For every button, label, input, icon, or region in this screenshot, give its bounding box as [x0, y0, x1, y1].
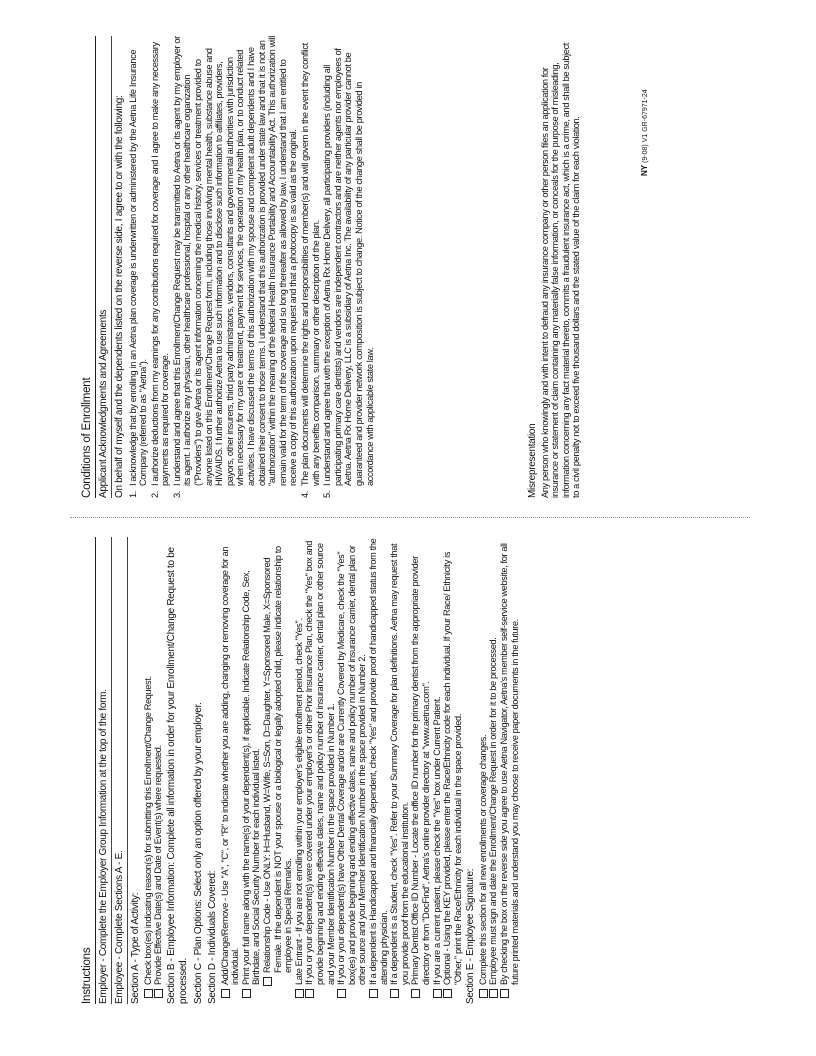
- instructions-column: [80, 537, 520, 1004]
- section-d-item: [294, 537, 305, 1004]
- condition-number: 3.: [171, 491, 182, 498]
- checkbox-icon: [337, 989, 346, 998]
- condition-text: I authorize deductions from my earnings for any contributions required for coverage and I agree to make any necessary payments as required for coverage.: [149, 42, 171, 486]
- section-d-item: [368, 537, 389, 1004]
- checkbox-icon: [263, 977, 272, 986]
- section-d-item-text: If you or your dependent(s) were covered under your employer's or other Prior Insurance Plan, check the "Yes" box and provide beginning and ending effective dates, name and policy number of insurance carrier, dental plan or other source and your Member Identification Number in the space provided in Number 1.: [304, 541, 336, 985]
- misrepresentation-header: Misrepresentation: [527, 423, 539, 498]
- column-divider: [70, 517, 750, 518]
- section-d-item: [220, 537, 241, 1004]
- section-e-item-text: Complete this section for all new enrollments or coverage changes.: [477, 734, 488, 985]
- section-e-header: Section E - Employee Signature:: [465, 868, 477, 1004]
- condition-text: I understand and agree that with the exception of Aetna Rx Home Delivery, all participating providers (including all participating primary care dentists) and vendors are independent contractors and are neither agents nor employees of Aetna. Aetna Rx Home Delivery, LLC is a subsidiary of Aetna Inc. The availability of any particular provider cannot be guaranteed and provider network composition is subject to change. Notice of the change shall be provided in accordance with applicable state law.: [322, 48, 375, 486]
- conditions-column: [80, 36, 582, 498]
- section-e-item-text: By checking the box on the reverse side you agree to use Aetna Navigator, Aetna's member self-service website, for all future printed materials and understand you may choose to receive paper documents in the future.: [499, 543, 520, 985]
- checkbox-icon: [411, 989, 420, 998]
- section-a-item: [143, 537, 154, 1004]
- section-e-item: [499, 537, 520, 1004]
- checkbox-icon: [221, 989, 230, 998]
- section-a-item-text: Check box(es) indicating reason(s) for submitting this Enrollment/Change Request.: [142, 676, 153, 985]
- section-d-item: [432, 537, 443, 1004]
- section-c-text: Section C - Plan Options: Select only an option offered by your employer.: [192, 702, 204, 1004]
- section-d-item-text: Optional - Using the KEY provided, please enter the Race/Ethnicity code for each individual. If your Race/ Ethnicity is "Other," print the Race/Ethnicity for each individual in the space provided.: [442, 551, 463, 985]
- condition-text: I acknowledge that by enrolling in an Aetna plan coverage is underwritten or administered by the Aetna Life Insurance Company (referred to as "Aetna").: [127, 49, 149, 486]
- section-a-item-text: Provide Effective Date(s) and Date of Event(s) where requested.: [153, 745, 164, 985]
- section-d-item-text: Add/Change/Remove - Use "A", "C", or "R" to indicate whether you are adding, changing or removing coverage for an individual.: [219, 546, 241, 985]
- section-b-text: Section B - Employee Information: Complete all information in order for your Enrollment/Change Request to be processed.: [165, 547, 190, 1004]
- condition-item: [300, 36, 321, 498]
- footer-state: NY: [640, 164, 649, 176]
- checkbox-icon: [305, 989, 314, 998]
- section-a-header: Section A - Type of Activity:: [130, 892, 141, 1004]
- employer-instruction-band: Employer - Complete the Employer Group Information at the top of the form.: [96, 537, 112, 1004]
- conditions-title: Conditions of Enrollment: [80, 36, 96, 498]
- section-d-item: [410, 537, 431, 1004]
- instructions-title: Instructions: [80, 537, 96, 1004]
- section-e-item: [478, 537, 489, 1004]
- section-d-item: [336, 537, 368, 1004]
- checkbox-icon: [390, 989, 399, 998]
- condition-number: 5.: [322, 491, 333, 498]
- section-d-item-text: Late Entrant - If you are not enrolling within your employer's eligible enrollment period, check "Yes".: [293, 618, 304, 985]
- section-d-item-text: If you or your dependent(s) have Other Dental Coverage and/or are Currently Covered by Medicare, check the "Yes" box(es) and provide beginning and ending effective dates, name and policy number of insurance carrier, dental plan or other source and your Member Identification Number in the space provided in Number 2.: [336, 545, 368, 985]
- section-e-item-text: Employee must sign and date the Enrollment/Change Request in order for it to be processed.: [488, 637, 499, 985]
- condition-item: [150, 36, 171, 498]
- condition-number: 4.: [300, 491, 310, 498]
- section-d-item-text: If a dependent is Handicapped and financially dependent, check "Yes" and provide proof of handicapped status from the attending physician.: [368, 538, 389, 985]
- form-footer: [640, 89, 649, 176]
- section-d-item-text: Primary Dentist Office ID Number - Locate the office ID number for the primary dentist from the appropriate provider directory or from "DocFind", Aetna's online provider directory at "www.aetna.com".: [410, 556, 431, 985]
- footer-edition: (9-08): [642, 144, 649, 163]
- checkbox-icon: [144, 989, 153, 998]
- section-d-item-text: Print your full name along with the name(s) of your dependent(s), if applicable. Indicate Relationship Code, Sex, Birthdate, and Social Security Number for each individual listed.: [240, 570, 262, 985]
- checkbox-icon: [369, 989, 378, 998]
- section-d-item: [304, 537, 336, 1004]
- section-d-item: [241, 537, 262, 1004]
- misrepresentation-text: Any person who knowingly and with intent to defraud any insurance company or other person files an application for insurance or statement of claim containing any materially false information, or conceals for the purpose of misleading, information concerning any fact material thereto, commits a fraudulent insurance act, which is a crime, and shall be subject to a civil penalty not to exceed five thousand dollars and the stated value of the claim for each violation.: [539, 42, 582, 498]
- condition-text: The plan documents will determine the rights and responsibilities of member(s) and will govern in the event they conflict with any benefits comparison, summary or other description of the plan.: [300, 43, 321, 486]
- condition-item: [172, 36, 299, 498]
- condition-text: I understand and agree that this Enrollment/Change Request may be transmitted to Aetna or its agent by my employer or its agent. I authorize any physician, other healthcare professional, hospital or any other healthcare organization ("Providers") to give Aetna or its agent information concerning the medical history, services or treatment provided to anyone listed on this Enrollment/Change Request form, including those involving mental health, substance abuse and HIV/AIDS. I further authorize Aetna to use such information and to disclose such information to affiliates, providers, payors, other insurers, third party administrators, vendors, consultants and governmental authorities with jurisdiction when necessary for my care or treatment, payment for services, the operation of my health plan, or to conduct related activities. I have discussed the terms of this authorization with my spouse and competent adult dependents and I have obtained their consent to those terms. I understand that this authorization is provided under state law and that it is not an "authorization" within the meaning of the federal Health Insurance Portability and Accountability Act. This authorization will remain valid for the term of the coverage and so long thereafter as allowed by law. I understand that I am entitled to receive a copy of this authorization upon request and that a photocopy is as valid as the original.: [171, 36, 299, 486]
- checkbox-icon: [479, 989, 488, 998]
- checkbox-icon: [242, 989, 251, 998]
- acknowledgments-band: Applicant Acknowledgments and Agreements: [96, 36, 112, 498]
- conditions-intro: On behalf of myself and the dependents listed on the reverse side, I agree to or with the following:: [114, 95, 125, 498]
- checkbox-icon: [295, 989, 304, 998]
- employee-instruction-band: Employee - Complete Sections A - E.: [112, 537, 128, 1004]
- checkbox-icon: [500, 989, 509, 998]
- condition-item: [128, 36, 149, 498]
- footer-form-code: GR-67971-24: [642, 89, 649, 132]
- section-d-item-text: If a dependent is a Student, check "Yes". Refer to your Summary Coverage for plan definitions. Aetna may request that you provide proof from the educational institution.: [389, 543, 410, 985]
- section-d-item: [442, 537, 463, 1004]
- section-d-item-text: Relationship Code - Use ONLY: H=Husband, W=Wife, S=Son, D=Daughter, Y=Sponsored Male, X=Sponsored Female. If the dependent is NOT your spouse or a biological or legally adopted child, please indicate relationship to employee in Special Remarks.: [262, 546, 294, 973]
- condition-number: 2.: [149, 491, 160, 498]
- section-a-item: [153, 537, 164, 1004]
- spacer: [375, 36, 525, 498]
- footer-version: V1: [642, 133, 649, 143]
- checkbox-icon: [443, 989, 452, 998]
- checkbox-icon: [489, 989, 498, 998]
- condition-number: 1.: [127, 491, 138, 498]
- checkbox-icon: [433, 989, 442, 998]
- section-d-item: [389, 537, 410, 1004]
- section-d-header: Section D - Individuals Covered:: [207, 870, 219, 1004]
- condition-item: [322, 36, 375, 498]
- section-d-item: [262, 537, 294, 1004]
- checkbox-icon: [154, 989, 163, 998]
- section-d-item-text: If you are a current patient, please check the "Yes" box under Current Patient.: [431, 696, 442, 985]
- section-e-item: [488, 537, 499, 1004]
